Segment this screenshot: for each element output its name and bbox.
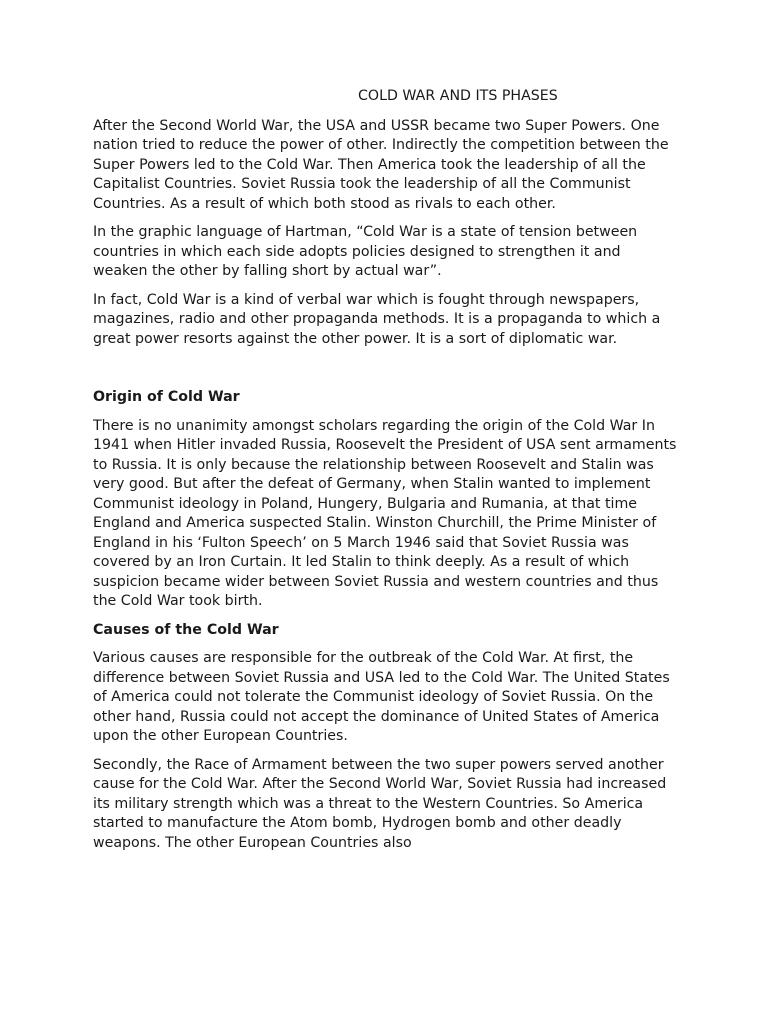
intro-paragraph-3: In fact, Cold War is a kind of verbal war which is fought through newspapers, magazines, radio and other propaganda methods. It is a propaganda to which a great power resorts against the other power. It is a sort of diplomatic war.	[93, 291, 661, 347]
document-title: COLD WAR AND ITS PHASES	[358, 88, 558, 104]
origin-heading: Origin of Cold War	[93, 389, 240, 405]
intro-paragraph-1: After the Second World War, the USA and USSR became two Super Powers. One nation tried to reduce the power of other. Indirectly the competition between the Super Powers led to the Cold War. Then America took the leadership of all the Capitalist Countries. Soviet Russia took the leadership of all the Communist Countries. As a result of which both stood as rivals to each other.	[93, 117, 669, 212]
causes-heading: Causes of the Cold War	[93, 621, 279, 638]
origin-paragraph-1: There is no unanimity amongst scholars regarding the origin of the Cold War In 1941 when Hitler invaded Russia, Roosevelt the President of USA sent armaments to Russia. It is only because the relationship between Roosevelt and Stalin was very good. But after the defeat of Germany, when Stalin wanted to implement Communist ideology in Poland, Hungery, Bulgaria and Rumania, at that time England and America suspected Stalin. Winston Churchill, the Prime Minister of England in his ‘Fulton Speech’ on 5 March 1946 said that Soviet Russia was covered by an Iron Curtain. It led Stalin to think deeply. As a result of which suspicion became wider between Soviet Russia and western countries and thus the Cold War took birth.	[93, 417, 677, 609]
causes-paragraph-2: Secondly, the Race of Armament between the two super powers served another cause for the Cold War. After the Second World War, Soviet Russia had increased its military strength which was a threat to the Western Countries. So America started to manufacture the Atom bomb, Hydrogen bomb and other deadly weapons. The other European Countries also	[93, 756, 667, 851]
intro-paragraph-2: In the graphic language of Hartman, “Cold War is a state of tension between countries in which each side adopts policies designed to strengthen it and weaken the other by falling short by actual war”.	[93, 224, 638, 279]
causes-paragraph-1: Various causes are responsible for the outbreak of the Cold War. At first, the difference between Soviet Russia and USA led to the Cold War. The United States of America could not tolerate the Communist ideology of Soviet Russia. On the other hand, Russia could not accept the dominance of United States of America upon the other European Countries.	[93, 650, 670, 744]
section-spacer	[93, 358, 678, 388]
